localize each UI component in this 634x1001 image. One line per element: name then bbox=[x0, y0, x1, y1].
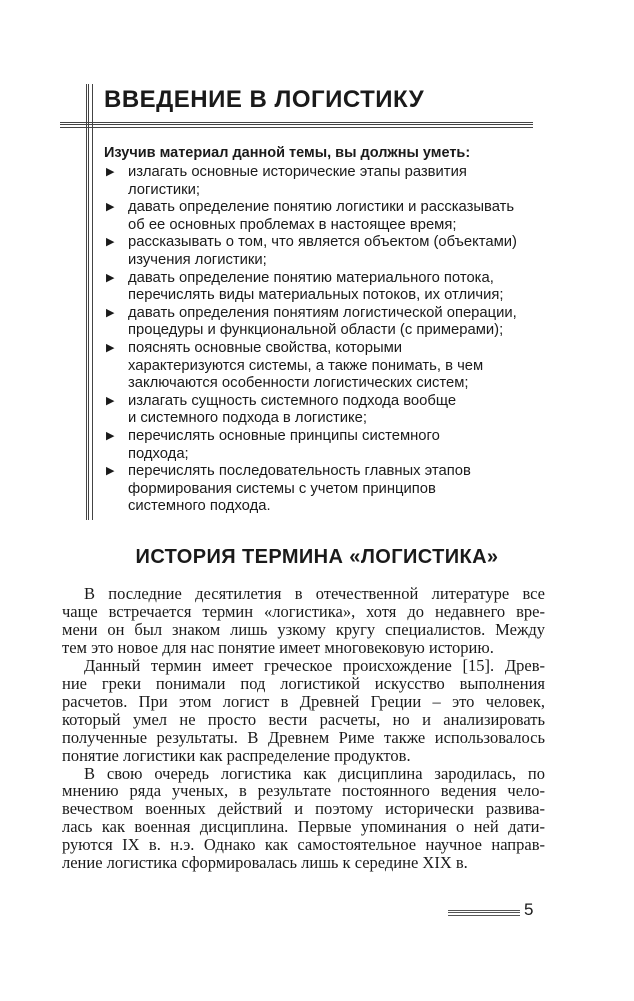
objective-line: системного подхода. bbox=[128, 498, 271, 515]
objective-item bbox=[104, 199, 517, 234]
paragraph bbox=[62, 657, 545, 765]
objective-line: перечислять основные принципы системного bbox=[128, 427, 440, 444]
frame-vertical-rule bbox=[86, 84, 93, 520]
paragraph-line: понятие логистики как распределение продуктов. bbox=[62, 745, 411, 765]
paragraph bbox=[62, 585, 545, 657]
paragraph-line: Данный термин имеет греческое происхождение [15]. Древ- bbox=[84, 655, 545, 675]
objective-item bbox=[104, 463, 517, 516]
frame-horizontal-rule bbox=[60, 122, 533, 128]
bullet-triangle-icon: ▶ bbox=[106, 394, 115, 407]
objective-item bbox=[104, 305, 517, 340]
bullet-triangle-icon: ▶ bbox=[106, 429, 115, 442]
paragraph-line: мени он был знаком лишь узкому кругу специалистов. Между bbox=[62, 619, 545, 639]
objective-line: пояснять основные свойства, которыми bbox=[128, 339, 403, 356]
chapter-title: ВВЕДЕНИЕ В ЛОГИСТИКУ bbox=[104, 86, 425, 113]
objective-line: логистики; bbox=[128, 181, 200, 198]
paragraph-line: В последние десятилетия в отечественной литературе все bbox=[84, 584, 545, 603]
bullet-triangle-icon: ▶ bbox=[106, 465, 115, 478]
objective-item bbox=[104, 270, 517, 305]
objective-line: процедуры и функциональной области (с примерами); bbox=[128, 322, 504, 339]
body-text bbox=[62, 585, 545, 872]
objective-line: формирования системы с учетом принципов bbox=[128, 480, 436, 497]
bullet-triangle-icon: ▶ bbox=[106, 271, 115, 284]
paragraph-line: расчетов. При этом логист в Древней Греции – это человек, bbox=[62, 691, 545, 711]
objective-line: перечислять последовательность главных этапов bbox=[128, 463, 471, 480]
objective-item bbox=[104, 164, 517, 199]
paragraph-line: чаще встречается термин «логистика», хотя до недавнего вре- bbox=[62, 601, 545, 621]
bullet-triangle-icon: ▶ bbox=[106, 236, 115, 249]
objective-line: об ее основных проблемах в настоящее время; bbox=[128, 216, 457, 233]
objective-line: заключаются особенности логистических систем; bbox=[128, 375, 469, 392]
paragraph-line: В свою очередь логистика как дисциплина зародилась, по bbox=[84, 763, 545, 783]
paragraph-line: тем это новое для нас понятие имеет многовековую историю. bbox=[62, 637, 494, 657]
objectives-intro: Изучив материал данной темы, вы должны уметь: bbox=[104, 145, 471, 161]
page-number: 5 bbox=[524, 900, 534, 919]
objective-item bbox=[104, 340, 517, 393]
paragraph-line: вечеством военных действий и поэтому исторически развива- bbox=[62, 799, 545, 819]
objective-line: давать определения понятиям логистической операции, bbox=[128, 304, 517, 321]
objective-line: рассказывать о том, что является объектом (объектами) bbox=[128, 234, 517, 251]
objective-line: давать определение понятию материального потока, bbox=[128, 269, 494, 286]
paragraph-line: ние греки понимали под логистикой искусство выполнения bbox=[62, 673, 545, 693]
paragraph-line: лась как военная дисциплина. Первые упоминания о ней дати- bbox=[62, 817, 545, 837]
objective-line: давать определение понятию логистики и рассказывать bbox=[128, 199, 515, 216]
objective-item bbox=[104, 428, 517, 463]
paragraph-line: руются IX в. н.э. Однако как самостоятельное научное направ- bbox=[62, 835, 545, 855]
objective-line: перечислять виды материальных потоков, их отличия; bbox=[128, 287, 504, 304]
objective-line: характеризуются системы, а также понимать, в чем bbox=[128, 357, 484, 374]
objective-line: изучения логистики; bbox=[128, 251, 267, 268]
paragraph-line: полученные результаты. В Древнем Риме также использовалось bbox=[62, 727, 545, 747]
objective-line: подхода; bbox=[128, 445, 189, 462]
paragraph-line: который умел не просто вести расчеты, но и анализировать bbox=[62, 709, 545, 729]
paragraph-line: мнению ряда ученых, в результате постоянного ведения чело- bbox=[62, 781, 545, 801]
bullet-triangle-icon: ▶ bbox=[106, 201, 115, 214]
objective-line: излагать сущность системного подхода вообще bbox=[128, 392, 457, 409]
objectives-list bbox=[104, 164, 517, 516]
section-title: ИСТОРИЯ ТЕРМИНА «ЛОГИСТИКА» bbox=[135, 546, 499, 568]
paragraph-line: ление логистика сформировалась лишь к середине XIX в. bbox=[62, 853, 468, 873]
objective-item bbox=[104, 393, 517, 428]
bullet-triangle-icon: ▶ bbox=[106, 166, 115, 178]
objective-line: излагать основные исторические этапы развития bbox=[128, 164, 467, 180]
bullet-triangle-icon: ▶ bbox=[106, 341, 115, 354]
bullet-triangle-icon: ▶ bbox=[106, 306, 115, 319]
objective-line: и системного подхода в логистике; bbox=[128, 410, 368, 427]
objective-item bbox=[104, 234, 517, 269]
paragraph bbox=[62, 765, 545, 873]
page-number-rule bbox=[448, 910, 520, 916]
